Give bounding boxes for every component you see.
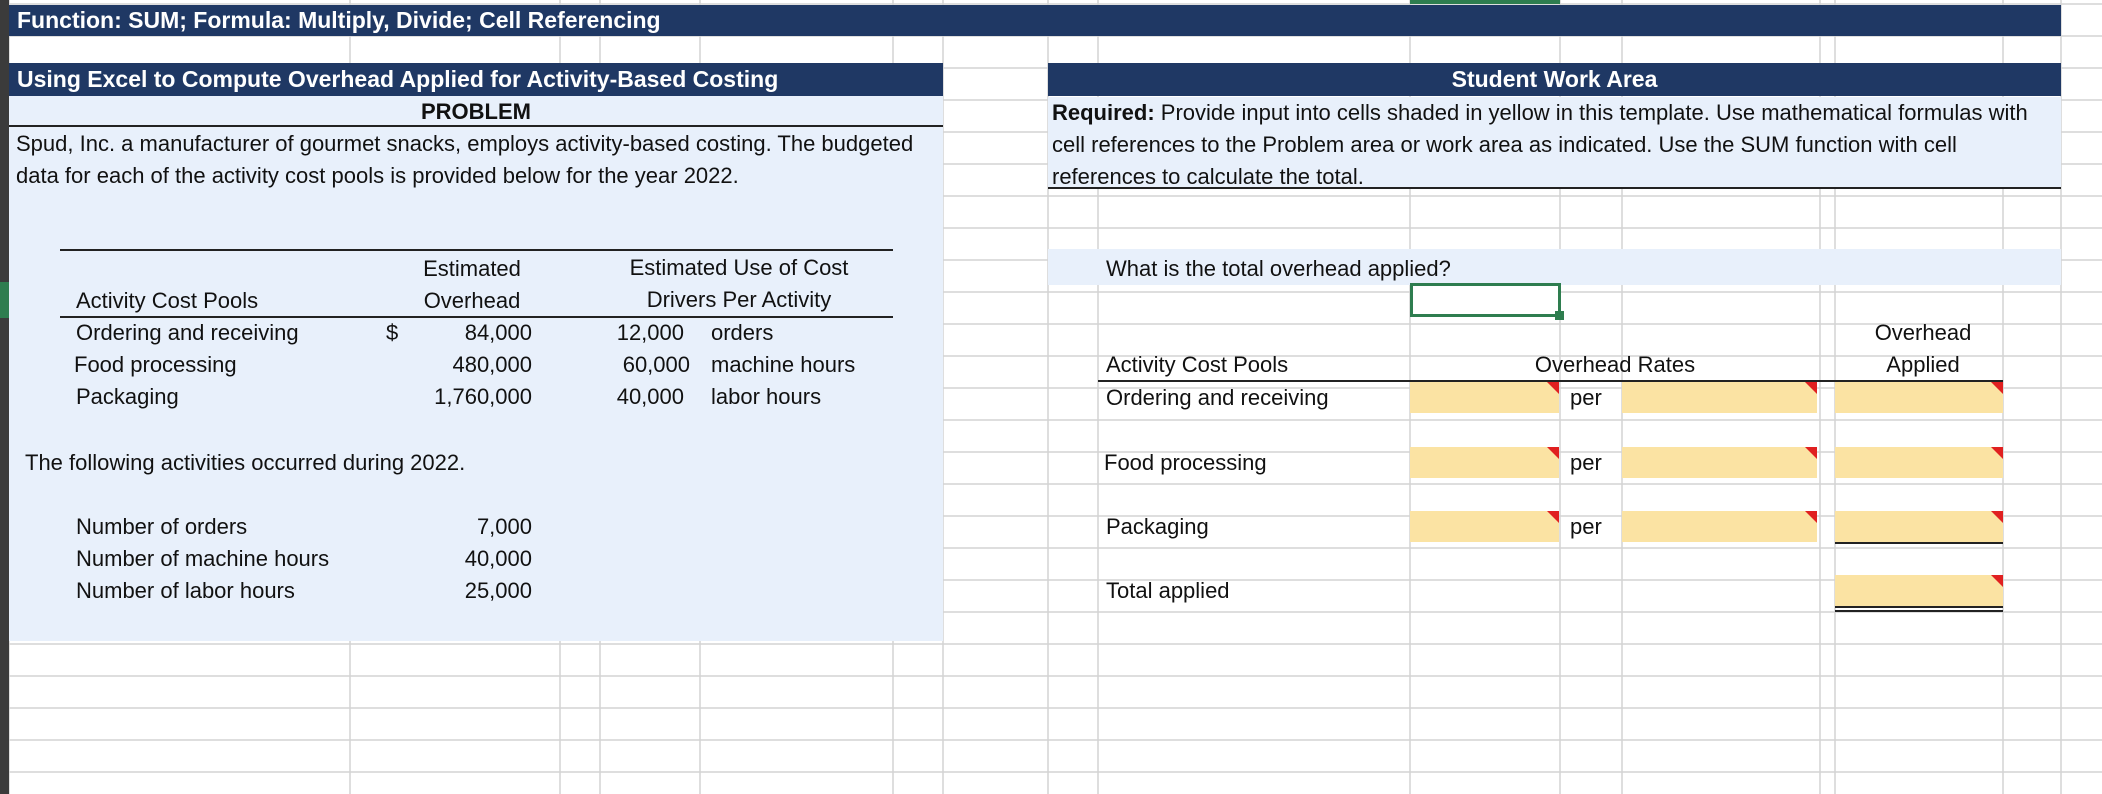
overhead-applied-input[interactable] <box>1835 447 2003 478</box>
budget-row-overhead[interactable]: 1,760,000 <box>434 384 532 409</box>
budget-row-pool[interactable]: Ordering and receiving <box>76 320 299 345</box>
comment-indicator-icon <box>1805 447 1817 459</box>
rate-driver-input[interactable] <box>1622 447 1817 478</box>
required-label: Required: <box>1052 100 1155 125</box>
per-label: per <box>1570 450 1602 475</box>
budget-row-driver-qty[interactable]: 12,000 <box>616 320 684 345</box>
problem-intro[interactable]: Spud, Inc. a manufacturer of gourmet snacks, employs activity-based costing. The budgeted data for each of the activity cost pools is provided below for the year 2022. <box>16 131 914 188</box>
rate-driver-input[interactable] <box>1622 382 1817 413</box>
overhead-applied-input[interactable] <box>1835 511 2003 542</box>
budget-row-pool[interactable]: Packaging <box>76 384 179 409</box>
work-row-pool[interactable]: Ordering and receiving <box>1106 385 1329 410</box>
budget-row-overhead[interactable]: 480,000 <box>452 352 532 377</box>
budget-row-driver-qty[interactable]: 40,000 <box>616 384 684 409</box>
fill-handle[interactable] <box>1555 311 1564 320</box>
row-header-strip[interactable] <box>0 0 9 794</box>
selected-row-indicator <box>0 282 9 318</box>
table-top-rule <box>60 249 893 251</box>
overhead-header-2[interactable]: Overhead <box>423 288 521 313</box>
required-text: Provide input into cells shaded in yellow in this template. Use mathematical formulas with cell references to the Problem area or work area as indicated. Use the SUM function with cell references to calculate the total. <box>1052 100 2028 189</box>
drivers-header-1[interactable]: Estimated Use of Cost <box>629 255 849 280</box>
total-double-rule-2 <box>1835 610 2003 612</box>
comment-indicator-icon <box>1991 575 2003 587</box>
pools-header[interactable]: Activity Cost Pools <box>76 288 259 313</box>
per-label: per <box>1570 385 1602 410</box>
comment-indicator-icon <box>1991 382 2003 394</box>
currency-symbol[interactable]: $ <box>386 320 399 345</box>
active-cell-selection[interactable] <box>1410 283 1561 317</box>
comment-indicator-icon <box>1805 511 1817 523</box>
applied-header-2[interactable]: Applied <box>1886 352 1960 377</box>
comment-indicator-icon <box>1547 382 1559 394</box>
rate-numerator-input[interactable] <box>1410 447 1559 478</box>
overhead-applied-input[interactable] <box>1835 382 2003 413</box>
comment-indicator-icon <box>1547 447 1559 459</box>
budget-row-overhead[interactable]: 84,000 <box>464 320 532 345</box>
activity-value[interactable]: 7,000 <box>476 514 532 539</box>
total-double-rule-1 <box>1835 606 2003 608</box>
required-instructions[interactable] <box>1048 97 2061 189</box>
activity-value[interactable]: 25,000 <box>464 578 532 603</box>
rates-header[interactable]: Overhead Rates <box>1534 352 1696 377</box>
problem-title[interactable]: Using Excel to Compute Overhead Applied for Activity-Based Costing <box>9 63 943 96</box>
comment-indicator-icon <box>1547 511 1559 523</box>
sheet-banner-title[interactable]: Function: SUM; Formula: Multiply, Divide; Cell Referencing <box>9 5 2061 36</box>
comment-indicator-icon <box>1805 382 1817 394</box>
work-row-pool[interactable]: Packaging <box>1106 514 1209 539</box>
rate-driver-input[interactable] <box>1622 511 1817 542</box>
budget-row-pool[interactable]: Food processing <box>74 352 237 377</box>
comment-indicator-icon <box>1991 447 2003 459</box>
drivers-header-2[interactable]: Drivers Per Activity <box>646 287 832 312</box>
per-label: per <box>1570 514 1602 539</box>
rate-numerator-input[interactable] <box>1410 511 1559 542</box>
subtotal-rule <box>1835 542 2003 544</box>
total-applied-label[interactable]: Total applied <box>1106 578 1230 603</box>
activity-label[interactable]: Number of labor hours <box>76 578 295 603</box>
question-text[interactable]: What is the total overhead applied? <box>1106 256 1451 281</box>
budget-row-driver-qty[interactable]: 60,000 <box>622 352 690 377</box>
applied-header-1[interactable]: Overhead <box>1874 320 1972 345</box>
budget-row-driver-unit[interactable]: labor hours <box>711 384 822 409</box>
total-applied-input[interactable] <box>1835 575 2003 606</box>
rate-numerator-input[interactable] <box>1410 382 1559 413</box>
overhead-header-1[interactable]: Estimated <box>423 256 521 281</box>
activity-label[interactable]: Number of machine hours <box>76 546 330 571</box>
activity-value[interactable]: 40,000 <box>464 546 532 571</box>
work-row-pool[interactable]: Food processing <box>1104 450 1267 475</box>
activities-intro[interactable]: The following activities occurred during 2022. <box>25 450 466 475</box>
work-pools-header[interactable]: Activity Cost Pools <box>1106 352 1289 377</box>
comment-indicator-icon <box>1991 511 2003 523</box>
selected-column-indicator <box>1410 0 1560 4</box>
activity-label[interactable]: Number of orders <box>76 514 248 539</box>
problem-label[interactable]: PROBLEM <box>9 97 943 127</box>
budget-row-driver-unit[interactable]: machine hours <box>711 352 856 377</box>
budget-row-driver-unit[interactable]: orders <box>711 320 774 345</box>
work-area-title[interactable]: Student Work Area <box>1048 63 2061 96</box>
